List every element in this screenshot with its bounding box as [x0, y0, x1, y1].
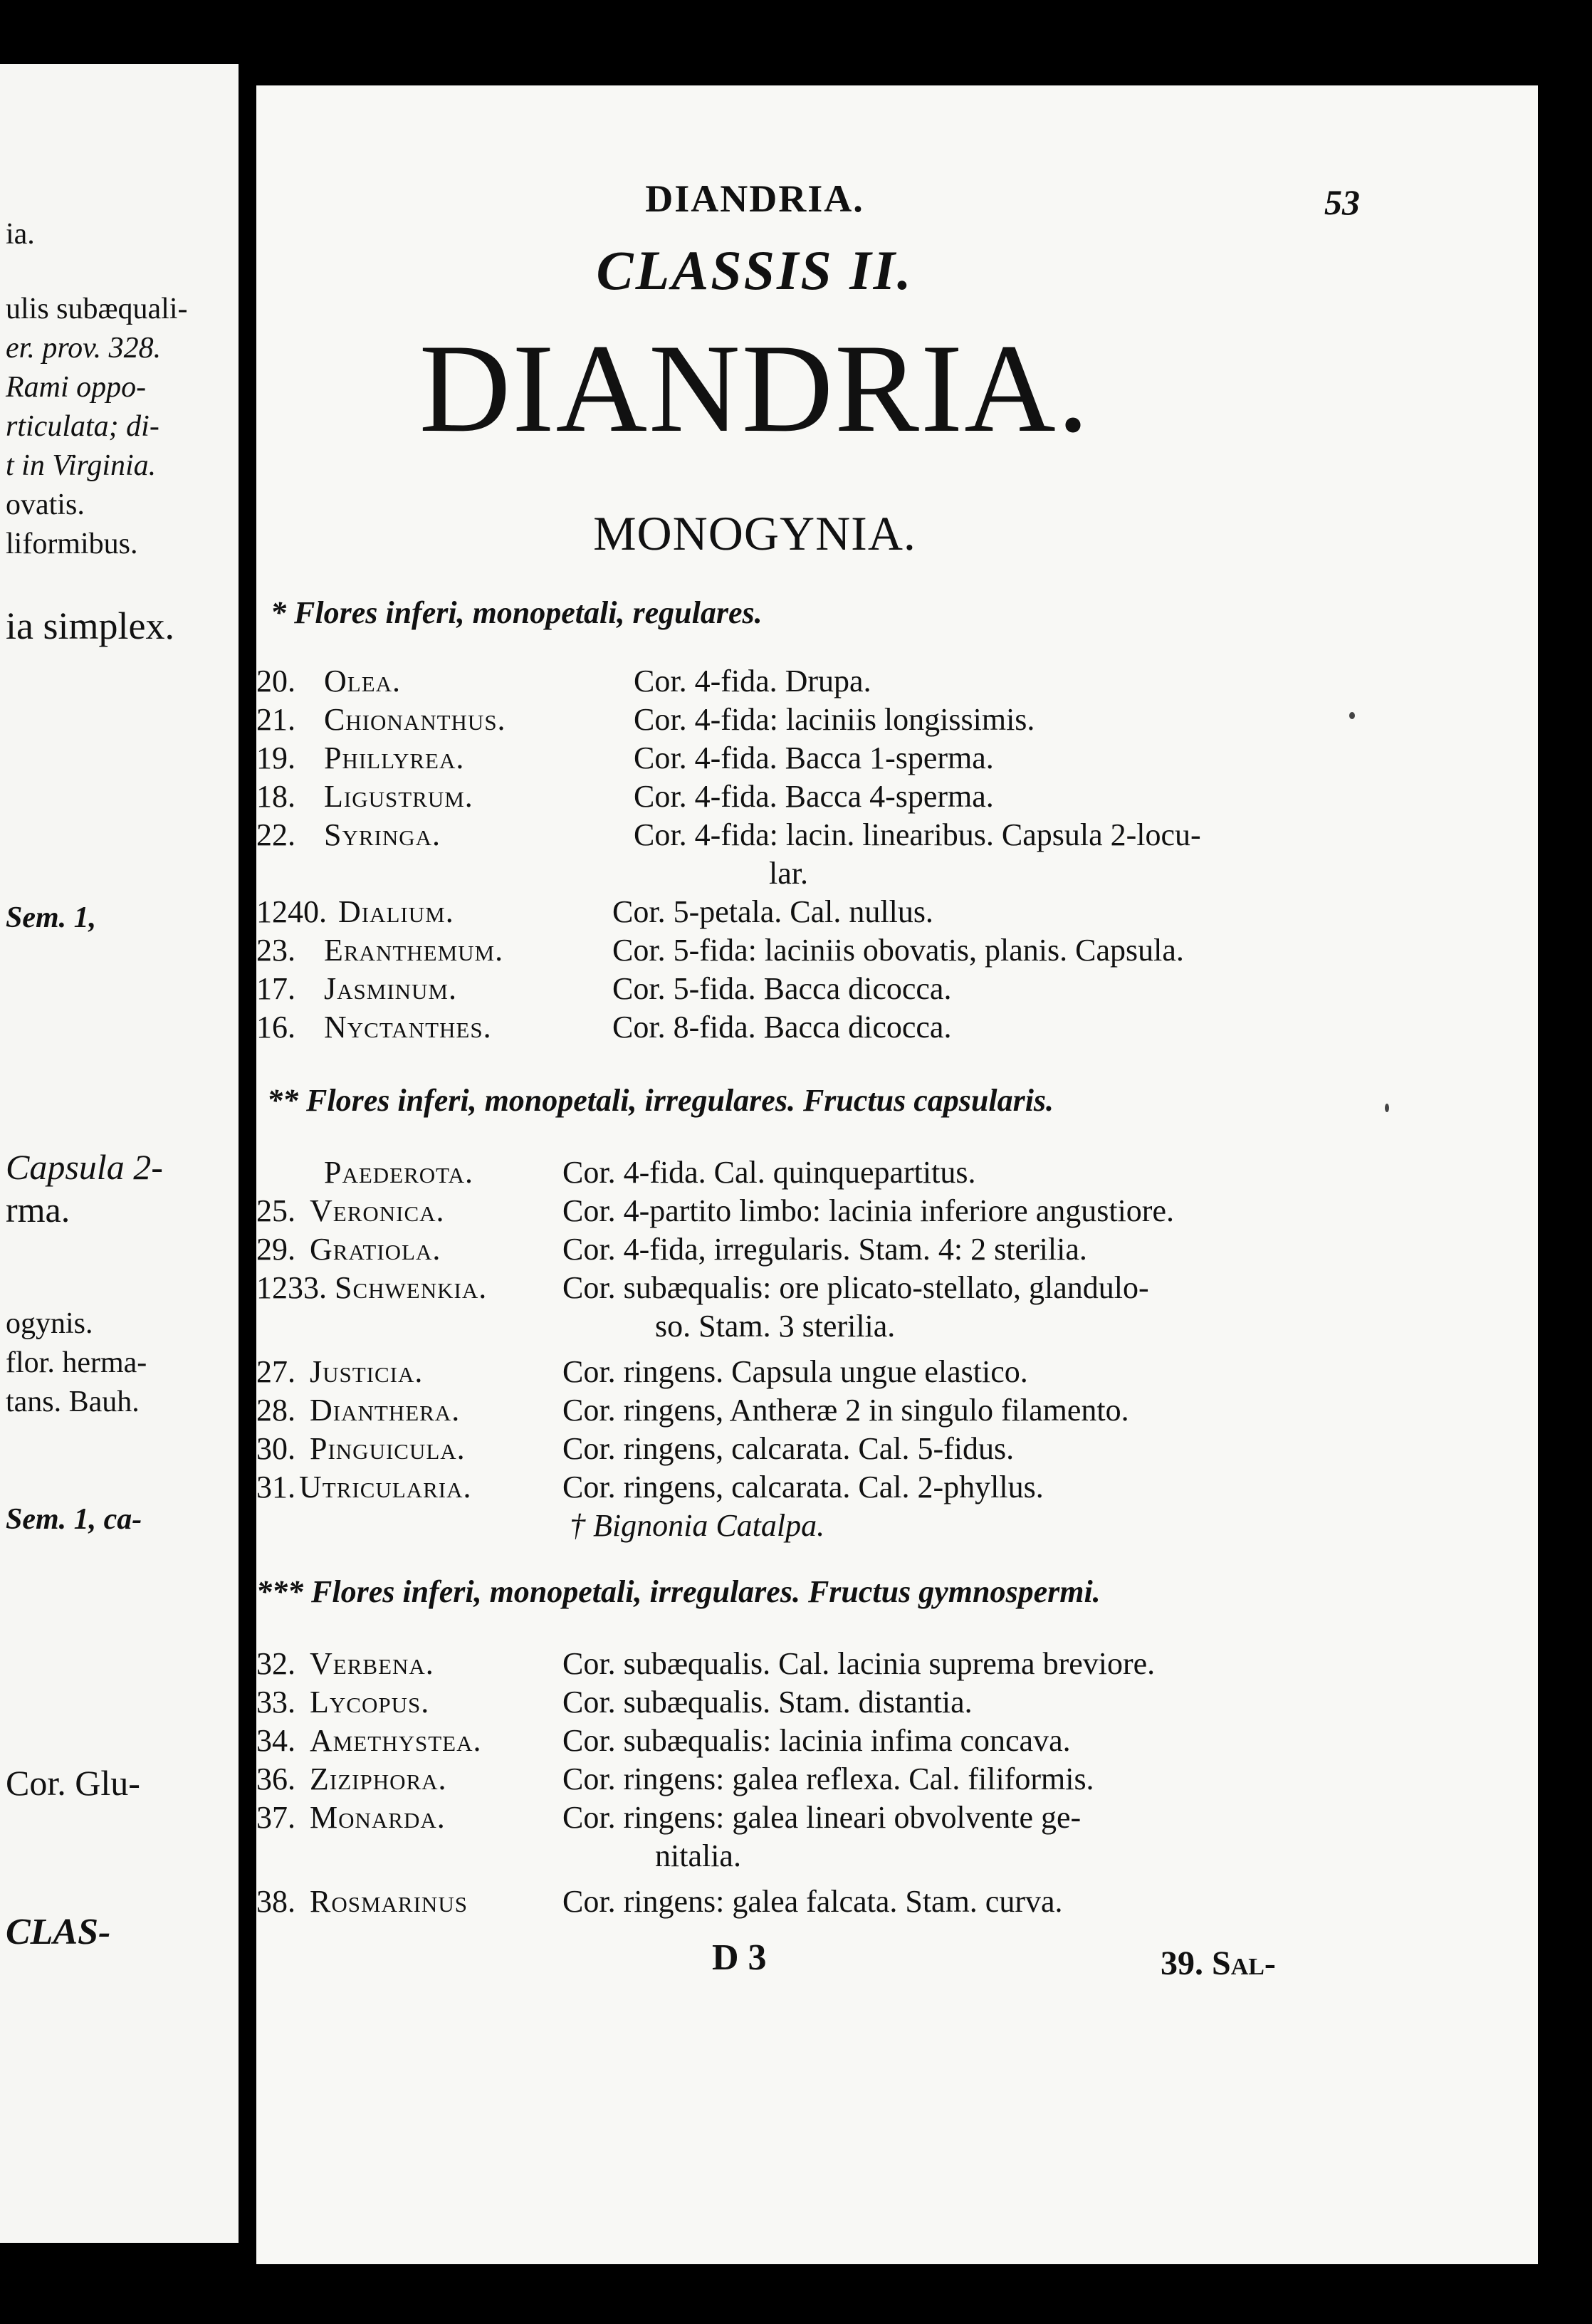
left-line: CLAS-	[6, 1912, 111, 1952]
genus-name: Dialium.	[338, 894, 454, 929]
section-heading-2: ** Flores inferi, monopetali, irregulares. Fructus capsularis.	[267, 1083, 1054, 1118]
section-heading-1: * Flores inferi, monopetali, regulares.	[271, 595, 763, 630]
genus-number: 25.	[256, 1193, 295, 1228]
genus-name: Utricularia.	[299, 1470, 472, 1504]
genus-description: nitalia.	[655, 1838, 741, 1873]
genus-number: 16.	[256, 1010, 295, 1045]
left-line: ovatis.	[6, 488, 85, 521]
section-heading-3: *** Flores inferi, monopetali, irregulares. Fructus gymnospermi.	[256, 1574, 1101, 1609]
left-line: flor. herma-	[6, 1346, 147, 1379]
ink-speck	[1385, 1104, 1389, 1112]
left-page-fragment	[0, 64, 239, 2243]
left-line: ia.	[6, 218, 35, 251]
left-line: er. prov. 328.	[6, 332, 162, 365]
genus-description: Cor. 5-fida: laciniis obovatis, planis. Capsula.	[612, 933, 1184, 968]
genus-number: 21.	[256, 702, 295, 737]
genus-description: Cor. ringens: galea lineari obvolvente ge-	[562, 1800, 1082, 1835]
genus-description: Cor. ringens: galea reflexa. Cal. filiformis.	[562, 1762, 1094, 1796]
page-number: 53	[1324, 182, 1360, 222]
genus-name: Ligustrum.	[324, 779, 473, 814]
order-heading: MONOGYNIA.	[593, 506, 916, 560]
genus-number: 22.	[256, 817, 295, 852]
left-line: rma.	[6, 1190, 70, 1230]
genus-number: 20.	[256, 664, 295, 698]
signature-mark: D 3	[712, 1937, 767, 1978]
genus-name: Nyctanthes.	[324, 1010, 492, 1045]
genus-name: Paederota.	[324, 1155, 474, 1190]
ink-speck	[1349, 712, 1355, 719]
genus-description: Cor. 4-partito limbo: lacinia inferiore angustiore.	[562, 1193, 1174, 1228]
genus-name: Ziziphora.	[310, 1762, 447, 1796]
left-line: Cor. Glu-	[6, 1763, 140, 1803]
left-line: Sem. 1, ca-	[6, 1503, 142, 1536]
genus-description: Cor. ringens: galea falcata. Stam. curva.	[562, 1884, 1063, 1919]
genus-description: Cor. 4-fida: lacin. linearibus. Capsula 2-locu-	[634, 817, 1201, 852]
genus-number: 36.	[256, 1762, 295, 1796]
left-line: Rami oppo-	[6, 371, 147, 404]
left-line: Sem. 1,	[6, 901, 97, 934]
genus-number: 31.	[256, 1470, 295, 1504]
genus-number: 32.	[256, 1646, 295, 1681]
class-heading: CLASSIS II.	[596, 239, 913, 301]
genus-name: Eranthemum.	[324, 933, 504, 968]
left-line: ogynis.	[6, 1307, 93, 1340]
genus-number: 17.	[256, 971, 295, 1006]
genus-name: Olea.	[324, 664, 402, 698]
genus-description: Cor. 4-fida. Bacca 4-sperma.	[634, 779, 994, 814]
genus-name: Phillyrea.	[324, 740, 465, 775]
genus-number: 34.	[256, 1723, 295, 1758]
genus-name: Amethystea.	[310, 1723, 482, 1758]
genus-description: Cor. subæqualis. Stam. distantia.	[562, 1685, 973, 1720]
genus-name: Lycopus.	[310, 1685, 430, 1720]
genus-description: lar.	[769, 856, 808, 891]
genus-description: Cor. ringens. Capsula ungue elastico.	[562, 1354, 1028, 1389]
genus-name: Veronica.	[310, 1193, 445, 1228]
genus-number: 19.	[256, 740, 295, 775]
genus-description: Cor. 4-fida. Drupa.	[634, 664, 871, 698]
genus-description: Cor. 8-fida. Bacca dicocca.	[612, 1010, 952, 1045]
genus-number: 1240.	[256, 894, 327, 929]
genus-name: Chionanthus.	[324, 702, 506, 737]
genus-description: Cor. ringens, Antheræ 2 in singulo filamento.	[562, 1393, 1129, 1428]
genus-name: Jasminum.	[324, 971, 457, 1006]
genus-number: 18.	[256, 779, 295, 814]
genus-description: Cor. ringens, calcarata. Cal. 2-phyllus.	[562, 1470, 1044, 1504]
dagger-note: † Bignonia Catalpa.	[570, 1508, 825, 1543]
genus-name: Dianthera.	[310, 1393, 461, 1428]
genus-description: Cor. 4-fida. Bacca 1-sperma.	[634, 740, 994, 775]
genus-description: Cor. subæqualis: lacinia infima concava.	[562, 1723, 1071, 1758]
left-line: ulis subæquali-	[6, 293, 188, 325]
genus-number: 1233.	[256, 1270, 327, 1305]
genus-number: 27.	[256, 1354, 295, 1389]
genus-description: so. Stam. 3 sterilia.	[655, 1309, 896, 1344]
genus-name: Monarda.	[310, 1800, 446, 1835]
catchword: 39. Sal-	[1161, 1944, 1276, 1982]
genus-name: Rosmarinus	[310, 1884, 468, 1919]
genus-description: Cor. 4-fida: laciniis longissimis.	[634, 702, 1035, 737]
genus-number: 30.	[256, 1431, 295, 1466]
genus-description: Cor. subæqualis. Cal. lacinia suprema breviore.	[562, 1646, 1156, 1681]
genus-description: Cor. 5-fida. Bacca dicocca.	[612, 971, 952, 1006]
left-line: t in Virginia.	[6, 449, 157, 482]
left-line: Capsula 2-	[6, 1147, 163, 1187]
genus-number: 28.	[256, 1393, 295, 1428]
genus-number: 23.	[256, 933, 295, 968]
page-title: DIANDRIA.	[419, 318, 1091, 459]
running-head: DIANDRIA.	[645, 177, 864, 220]
genus-description: Cor. ringens, calcarata. Cal. 5-fidus.	[562, 1431, 1015, 1466]
genus-number: 37.	[256, 1800, 295, 1835]
genus-name: Verbena.	[310, 1646, 434, 1681]
genus-name: Gratiola.	[310, 1232, 441, 1267]
genus-name: Pinguicula.	[310, 1431, 466, 1466]
genus-number: 29.	[256, 1232, 295, 1267]
left-line: liformibus.	[6, 528, 138, 560]
genus-name: Syringa.	[324, 817, 441, 852]
right-page	[256, 85, 1538, 2264]
left-line: rticulata; di-	[6, 410, 159, 443]
genus-description: Cor. 5-petala. Cal. nullus.	[612, 894, 933, 929]
genus-name: Justicia.	[310, 1354, 424, 1389]
genus-description: Cor. subæqualis: ore plicato-stellato, glandulo-	[562, 1270, 1149, 1305]
book-gutter	[239, 0, 256, 2324]
genus-number: 33.	[256, 1685, 295, 1720]
genus-description: Cor. 4-fida, irregularis. Stam. 4: 2 sterilia.	[562, 1232, 1087, 1267]
left-line: ia simplex.	[6, 604, 174, 647]
genus-description: Cor. 4-fida. Cal. quinquepartitus.	[562, 1155, 976, 1190]
left-line: tans. Bauh.	[6, 1386, 140, 1418]
genus-name: Schwenkia.	[335, 1270, 488, 1305]
genus-number: 38.	[256, 1884, 295, 1919]
